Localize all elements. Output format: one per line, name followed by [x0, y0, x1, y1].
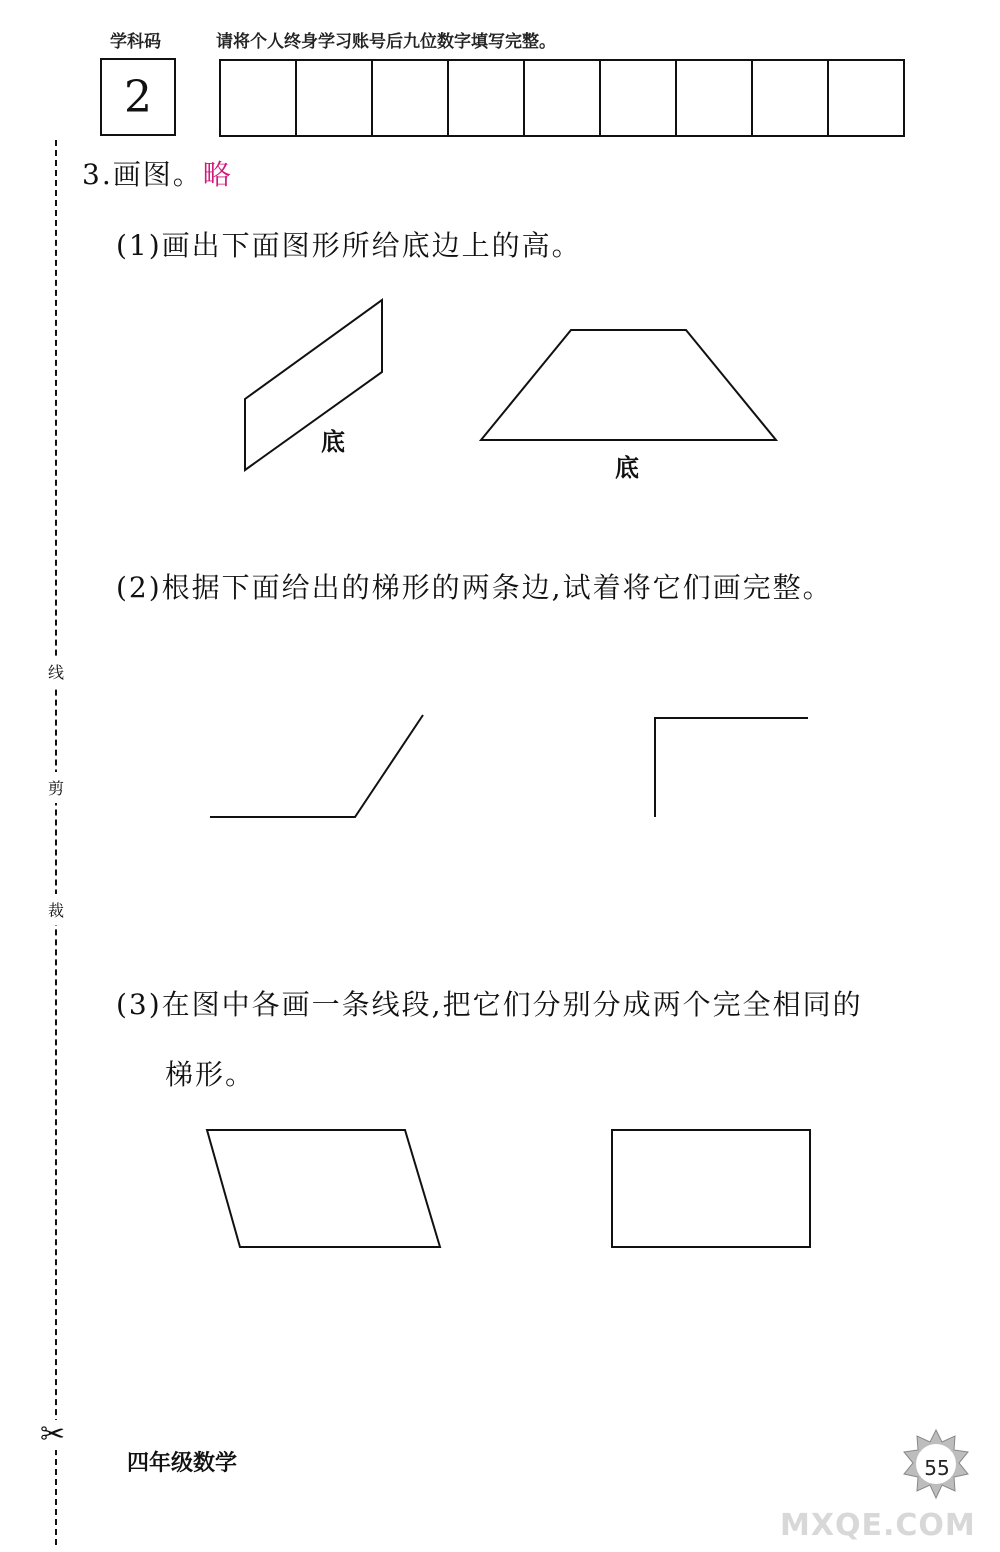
part-3-text-line2: 梯形。 — [165, 1058, 256, 1091]
footer-title: 四年级数学 — [127, 1451, 238, 1476]
page-number: 55 — [924, 1456, 950, 1480]
cut-line-char: 线 — [46, 656, 66, 687]
rectangle-figure — [612, 1130, 810, 1247]
subject-code-label: 学科码 — [110, 32, 161, 52]
trapezoid-figure — [481, 330, 776, 440]
cut-line-char: 裁 — [46, 894, 66, 925]
subject-code-box: 2 — [100, 58, 176, 136]
watermark-text: MXQE.COM — [780, 1508, 976, 1543]
question-title-text: 3.画图。 — [82, 158, 203, 191]
parallelogram-figure-2 — [207, 1130, 440, 1247]
trapezoid-edges-right — [655, 718, 808, 817]
part-2-text: (2)根据下面给出的梯形的两条边,试着将它们画完整。 — [116, 571, 833, 604]
scissors-icon: ✂ — [40, 1417, 66, 1452]
base-label-parallelogram: 底 — [321, 427, 345, 456]
part-3-text-line1: (3)在图中各画一条线段,把它们分别分成两个完全相同的 — [116, 988, 863, 1021]
trapezoid-edges-left — [210, 715, 423, 817]
answer-text: 略 — [202, 158, 233, 191]
base-label-trapezoid: 底 — [615, 453, 639, 482]
parallelogram-figure — [245, 300, 382, 470]
cut-line-char: 剪 — [46, 772, 66, 803]
part-1-text: (1)画出下面图形所给底边上的高。 — [116, 229, 582, 262]
account-instruction: 请将个人终身学习账号后九位数字填写完整。 — [216, 32, 556, 52]
